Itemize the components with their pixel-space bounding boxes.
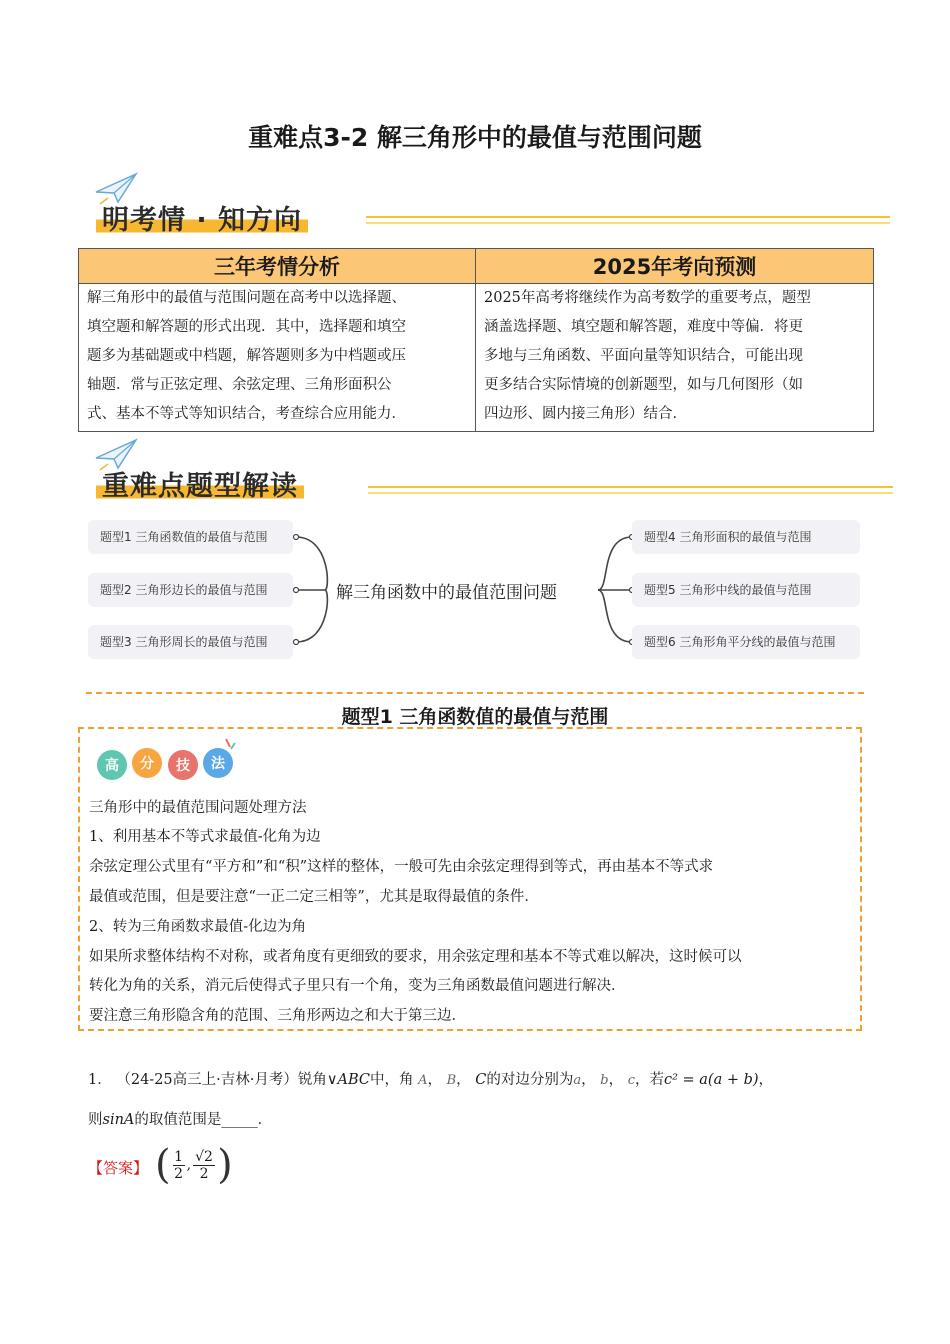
angle-c: C [475,1072,487,1088]
question-source: （24-25高三上·吉林·月考）锐角 [116,1072,327,1088]
table-cell-left [79,284,476,432]
heading-rule [366,222,890,224]
question-text: ，若 [634,1072,664,1088]
badge-char: 高 [105,758,119,774]
table-cell-right [476,284,874,432]
question1-line2 [88,1108,272,1129]
fraction-denominator: 2 [199,1165,209,1182]
exam-analysis-table [78,248,874,432]
side-a: a [573,1073,582,1088]
mindmap-node-topic1[interactable]: 题型1 三角函数值的最值与范围 [88,520,293,554]
section-heading-topic-types: 重难点题型解读 [96,464,304,503]
document-title: 重难点3-2 解三角形中的最值与范围问题 [248,123,702,152]
topic1-title: 题型1 三角函数值的最值与范围 [341,706,609,728]
mindmap-node-topic2[interactable]: 题型2 三角形边长的最值与范围 [88,573,293,607]
table-line: 多地与三角函数、平面向量等知识结合，可能出现 [484,348,803,364]
table-line: 更多结合实际情境的创新题型，如与几何图形（如 [484,377,803,393]
fraction-numerator: √2 [195,1148,213,1165]
open-paren-icon: ( [155,1142,171,1188]
table-line: 题多为基础题或中档题，解答题则多为中档题或压 [87,348,406,364]
fraction-denominator: 2 [174,1165,184,1182]
badge-char: 分 [140,756,154,772]
question-text: 的对边分别为 [486,1072,574,1088]
mindmap-node-topic3[interactable]: 题型3 三角形周长的最值与范围 [88,625,293,659]
method-line: 三角形中的最值范围问题处理方法 [89,800,307,816]
mindmap-center-node: 解三角函数中的最值范围问题 [336,583,557,603]
high-score-badge-icon [90,733,240,789]
table-line: 解三角形中的最值与范围问题在高考中以选择题、 [87,290,406,306]
topic-divider [86,692,864,694]
mindmap-node-topic4[interactable]: 题型4 三角形面积的最值与范围 [632,520,860,554]
sin-a-expression: sinA [102,1112,135,1128]
fraction-1 [173,1149,185,1182]
method-line: 2、转为三角函数求最值-化边为角 [89,919,307,935]
mindmap-node-topic6[interactable]: 题型6 三角形角平分线的最值与范围 [632,625,860,659]
method-line: 余弦定理公式里有“平方和”和“积”这样的整体，一般可先由余弦定理得到等式，再由基本不等式求 [89,859,714,875]
table-line: 填空题和解答题的形式出现．其中，选择题和填空 [87,319,406,335]
heading-rule [366,216,890,218]
answer-label: 【答案】 [88,1159,149,1177]
table-line: 涵盖选择题、填空题和解答题，难度中等偏．将更 [484,319,803,335]
method-line: 1、利用基本不等式求最值-化角为边 [89,829,321,845]
table-line: 四边形、圆内接三角形）结合． [484,406,687,422]
fraction-2 [193,1149,215,1182]
table-line: 轴题．常与正弦定理、余弦定理、三角形面积公 [87,377,392,393]
question-text: 的取值范围是_____． [134,1112,273,1128]
table-header-right: 2025年考向预测 [476,249,874,284]
question-text: 则 [88,1112,103,1128]
triangle-symbol: ∨ABC [326,1072,370,1088]
question1-line1: 1． （24-25高三上·吉林·月考）锐角∨ABC中，角 A， B， C的对边分别为a， b， c，若c² = a(a + b)， [88,1072,774,1088]
badge-char: 法 [211,756,225,772]
side-c: c [627,1073,635,1088]
answer-expression: ( 1 2 , √2 2 ) [155,1142,233,1188]
method-line: 要注意三角形隐含角的范围、三角形两边之和大于第三边． [89,1008,466,1024]
side-b: b [600,1073,609,1088]
question-text: 中，角 [369,1072,414,1088]
section-header-topic-types [78,438,893,508]
method-line: 转化为角的关系，消元后使得式子里只有一个角，变为三角函数最值问题进行解决． [89,978,626,994]
badge-char: 技 [176,758,190,774]
table-header-left: 三年考情分析 [79,249,476,284]
table-line: 2025年高考将继续作为高考数学的重要考点，题型 [484,290,811,306]
section-heading-exam-info: 明考情 · 知方向 [96,198,308,237]
table-line: 式、基本不等式等知识结合，考查综合应用能力． [87,406,406,422]
question-number: 1． [88,1072,112,1088]
angle-a: A [418,1073,428,1088]
angle-b: B [446,1073,457,1088]
heading-rule [368,486,893,488]
heading-rule [368,492,893,494]
method-line: 最值或范围，但是要注意“一正二定三相等”，尤其是取得最值的条件． [89,889,539,905]
mindmap-node-topic5[interactable]: 题型5 三角形中线的最值与范围 [632,573,860,607]
close-paren-icon: ) [217,1142,233,1188]
fraction-numerator: 1 [174,1148,184,1165]
method-line: 如果所求整体结构不对称，或者角度有更细致的要求，用余弦定理和基本不等式难以解决，这时候可以 [89,949,742,965]
method-box [78,727,862,1031]
section-header-exam-info [78,172,890,242]
condition-equation: c² = a(a + b) [663,1072,759,1088]
